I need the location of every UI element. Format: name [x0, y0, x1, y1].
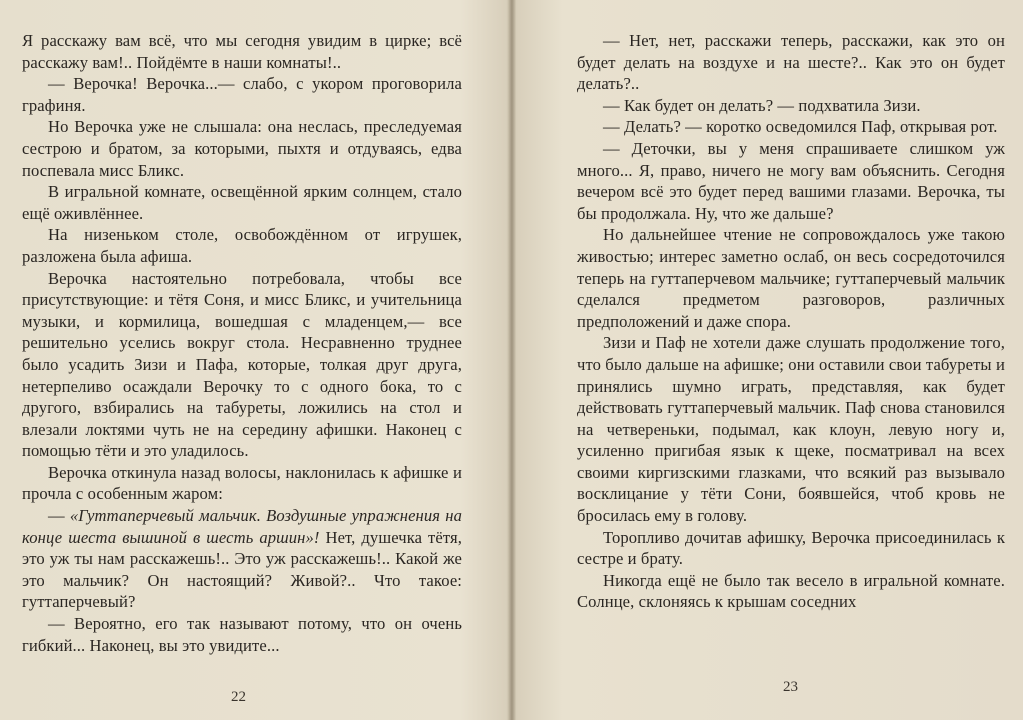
page-number-right: 23: [783, 679, 798, 695]
quote-rest: Нет, душечка тётя, это уж ты нам расскажешь!.. Это уж расскажешь!.. Какой же это мальчик? Он настоящий? Живой?.. Что такое: гуттаперчевый?: [22, 527, 462, 612]
paragraph: Никогда ещё не было так весело в игральной комнате. Солнце, склоняясь к крышам соседних: [577, 570, 1005, 612]
paragraph: Торопливо дочитав афишку, Верочка присоединилась к сестре и брату.: [577, 527, 1005, 569]
paragraph: Но дальнейшее чтение не сопровождалось уже такою живостью; интерес заметно ослаб, он весь сосредоточился теперь на гуттаперчевом мальчике; гуттаперчевый мальчик сделался предметом разговоров, различных предположений и даже спора.: [577, 225, 1005, 331]
poster-quote: «Гуттаперчевый мальчик. Воздушные упражнения на конце шеста вышиной в шесть аршин»!: [22, 506, 462, 547]
paragraph: — Нет, нет, расскажи теперь, расскажи, как это он будет делать на воздухе и на шесте?.. Как это он будет делать?..: [577, 31, 1005, 94]
right-page: [515, 0, 1023, 720]
left-page: [0, 0, 510, 720]
paragraph: Верочка откинула назад волосы, наклонилась к афишке и прочла с особенным жаром:: [22, 462, 462, 504]
paragraph: — Делать? — коротко осведомился Паф, открывая рот.: [603, 117, 998, 137]
paragraph: — Вероятно, его так называют потому, что он очень гибкий... Наконец, вы это увидите...: [22, 614, 462, 655]
quote-paragraph: [22, 505, 462, 613]
paragraph: — Как будет он делать? — подхватила Зизи.: [603, 95, 921, 115]
paragraph: Но Верочка уже не слышала: она неслась, преследуемая сестрою и братом, за которыми, пыхтя и отдуваясь, едва поспевала мисс Бликс.: [22, 117, 462, 180]
page-number-left: 22: [231, 689, 246, 705]
paragraph: Зизи и Паф не хотели даже слушать продолжение того, что было дальше на афишке; они оставили свои табуреты и принялись шумно играть, представляя, как будет действовать гуттаперчевый мальчик. Паф снова становился на четвереньки, подымал, как клоун, левую ногу и, усиленно пригибая язык к щеке, посматривал на всех своими киргизскими глазками, что всякий раз вызывало восклицание у тёти Сони, боявшейся, чтоб кровь не бросилась ему в голову.: [577, 333, 1005, 526]
paragraph: — Деточки, вы у меня спрашиваете слишком уж много... Я, право, ничего не могу вам объяснить. Сегодня вечером всё это будет перед вашими глазами. Верочка, ты бы продолжала. Ну, что же дальше?: [577, 138, 1005, 223]
paragraph: — Верочка! Верочка...— слабо, с укором проговорила графиня.: [22, 74, 462, 115]
quote-dash: —: [48, 506, 70, 526]
right-page-text: [577, 30, 1005, 613]
paragraph: В игральной комнате, освещённой ярким солнцем, стало ещё оживлённее.: [22, 182, 462, 223]
paragraph: Верочка настоятельно потребовала, чтобы все присутствующие: и тётя Соня, и мисс Бликс, и учительница музыки, и кормилица, вошедшая с младенцем,— все решительно уселись вокруг стола. Несравненно труднее было усадить Зизи и Пафа, которые, толкая друг друга, нетерпеливо осаждали Верочку то с одного бока, то с другого, взбирались на табуреты, ложились на стол и влезали локтями чуть не на середину афишки. Наконец с помощью тёти и это уладилось.: [22, 268, 462, 461]
left-page-text: [22, 30, 462, 656]
paragraph: На низеньком столе, освобождённом от игрушек, разложена была афиша.: [22, 225, 462, 266]
paragraph: Я расскажу вам всё, что мы сегодня увидим в цирке; всё расскажу вам!.. Пойдёмте в наши комнаты!..: [22, 31, 462, 72]
